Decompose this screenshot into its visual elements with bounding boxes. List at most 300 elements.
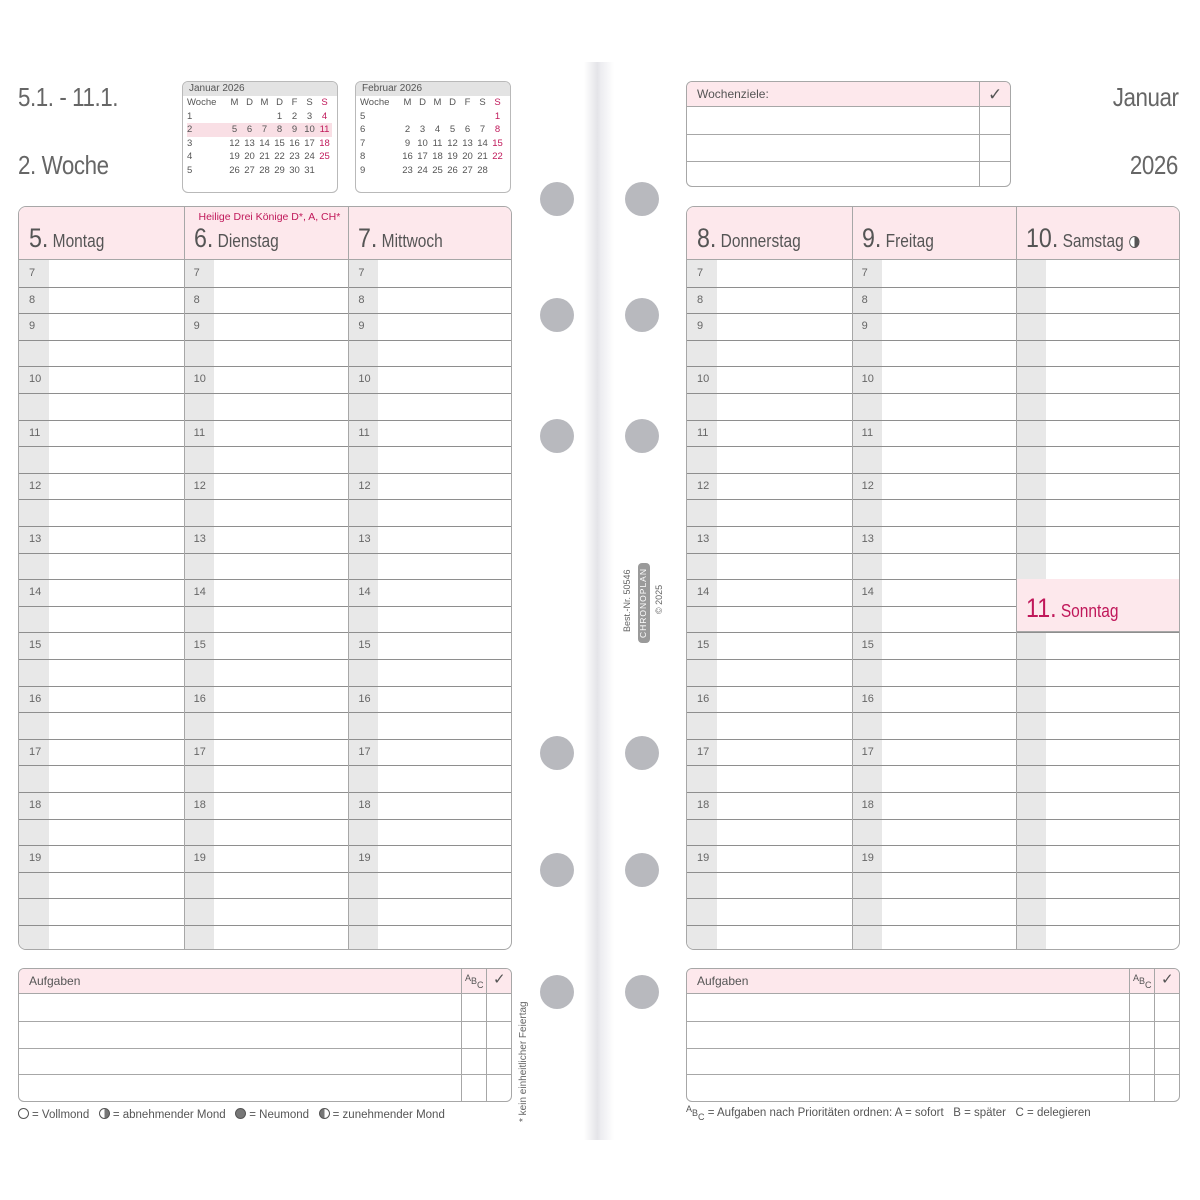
mini-calendar-cell[interactable]: 30 xyxy=(289,164,300,176)
time-slot-line[interactable] xyxy=(687,925,852,926)
time-slot-line[interactable] xyxy=(184,686,349,687)
mini-calendar-cell[interactable]: 3 xyxy=(419,124,426,136)
time-slot-line[interactable] xyxy=(19,526,184,527)
time-slot-line[interactable] xyxy=(852,287,1017,288)
mini-calendar-cell[interactable]: 16 xyxy=(289,137,300,149)
time-slot-line[interactable] xyxy=(184,819,349,820)
time-slot-line[interactable] xyxy=(19,659,184,660)
time-slot-line[interactable] xyxy=(687,579,852,580)
time-slot-line[interactable] xyxy=(852,393,1017,394)
time-slot-line[interactable] xyxy=(687,313,852,314)
hour-label: 16 xyxy=(358,692,371,705)
mini-calendar-cell[interactable]: 8 xyxy=(272,123,287,137)
time-slot-line[interactable] xyxy=(348,659,512,660)
time-slot-line[interactable] xyxy=(19,765,184,766)
goal-line[interactable] xyxy=(687,134,1010,135)
time-slot-line[interactable] xyxy=(1016,499,1180,500)
mini-calendar-cell[interactable]: 4 xyxy=(187,151,193,163)
binder-hole xyxy=(540,736,574,770)
mini-calendar-cell[interactable]: 14 xyxy=(477,137,488,149)
day-header xyxy=(184,207,349,260)
time-slot-line[interactable] xyxy=(348,366,512,367)
day-number: 6. xyxy=(193,223,214,253)
time-slot-line[interactable] xyxy=(1016,393,1180,394)
hour-label: 10 xyxy=(697,373,710,386)
mini-calendar-cell[interactable]: 12 xyxy=(229,137,240,149)
time-slot-line[interactable] xyxy=(19,872,184,873)
mini-calendar-cell[interactable]: 1 xyxy=(187,110,193,122)
time-slot-line[interactable] xyxy=(184,446,349,447)
time-slot-line[interactable] xyxy=(19,499,184,500)
mini-calendar-cell[interactable]: 2 xyxy=(404,124,411,136)
tasks-box-right xyxy=(686,968,1180,1102)
time-slot-line[interactable] xyxy=(852,872,1017,873)
time-slot-line[interactable] xyxy=(852,819,1017,820)
mini-calendar-cell[interactable]: 22 xyxy=(492,151,503,163)
time-slot-line[interactable] xyxy=(1016,872,1180,873)
day-column-freitag xyxy=(852,207,1017,949)
day-column-samstag xyxy=(1016,207,1180,949)
time-slot-line[interactable] xyxy=(184,632,349,633)
time-slot-line[interactable] xyxy=(19,313,184,314)
time-slot-line[interactable] xyxy=(348,553,512,554)
time-slot-line[interactable] xyxy=(1016,686,1180,687)
mini-calendar-cell[interactable]: 5 xyxy=(227,123,242,137)
hour-label: 12 xyxy=(29,479,42,492)
mini-calendar-cell[interactable]: 15 xyxy=(274,137,285,149)
time-slot-line[interactable] xyxy=(852,632,1017,633)
hour-label: 8 xyxy=(193,293,200,306)
mini-calendar-cell[interactable]: 11 xyxy=(432,137,443,149)
mini-calendar-cell[interactable] xyxy=(227,110,242,124)
time-slot-line[interactable] xyxy=(348,712,512,713)
mini-calendar-cell[interactable]: 26 xyxy=(229,164,240,176)
time-slot-line[interactable] xyxy=(852,898,1017,899)
mini-calendar-cell[interactable]: 26 xyxy=(447,164,458,176)
time-slot-line[interactable] xyxy=(687,765,852,766)
mini-calendar-cell[interactable]: 23 xyxy=(289,151,300,163)
time-slot-line[interactable] xyxy=(1016,553,1180,554)
mini-calendar-cell[interactable]: 3 xyxy=(306,110,313,122)
time-slot-line[interactable] xyxy=(1016,340,1180,341)
day-number: 11. xyxy=(1026,593,1057,624)
mini-calendar-cell[interactable]: 8 xyxy=(360,151,366,163)
mini-calendar-week-row xyxy=(187,150,332,164)
time-slot-line[interactable] xyxy=(1016,526,1180,527)
time-slot-line[interactable] xyxy=(852,925,1017,926)
time-slot-line[interactable] xyxy=(852,499,1017,500)
hour-label: 7 xyxy=(358,267,365,279)
time-slot-line[interactable] xyxy=(184,792,349,793)
time-slot-line[interactable] xyxy=(852,340,1017,341)
day-title xyxy=(862,223,934,254)
mini-calendar-cell[interactable] xyxy=(415,110,430,124)
day-panel-right xyxy=(686,206,1180,950)
mini-calendar-cell[interactable]: 19 xyxy=(229,151,240,163)
time-slot-line[interactable] xyxy=(19,473,184,474)
mini-calendar-head-cell: M xyxy=(433,97,442,108)
mini-calendar-title: Januar 2026 xyxy=(183,82,337,96)
mini-calendar-cell[interactable]: 13 xyxy=(462,137,473,149)
mini-calendar-cell[interactable]: 16 xyxy=(402,151,413,163)
mini-calendar-cell[interactable]: 9 xyxy=(404,137,411,149)
mini-calendar-week-row xyxy=(360,110,505,124)
mini-calendar-cell[interactable]: 11 xyxy=(317,123,332,137)
binder-hole xyxy=(625,736,659,770)
day-column-dienstag xyxy=(184,207,349,949)
mini-calendar-cell[interactable]: 7 xyxy=(479,124,486,136)
priority-a: A xyxy=(465,973,472,983)
mini-calendar-head-cell: D xyxy=(449,97,456,108)
mini-calendar-cell[interactable]: 27 xyxy=(462,164,473,176)
time-slot-line[interactable] xyxy=(852,313,1017,314)
mini-calendar-cell[interactable] xyxy=(460,110,475,124)
time-slot-line[interactable] xyxy=(687,632,852,633)
mini-calendar-cell[interactable]: 25 xyxy=(319,151,330,163)
time-slot-line[interactable] xyxy=(348,606,512,607)
time-slot-line[interactable] xyxy=(1016,819,1180,820)
mini-calendar-cell[interactable]: 1 xyxy=(276,110,283,122)
time-slot-line[interactable] xyxy=(1016,712,1180,713)
mini-calendar-cell[interactable]: 14 xyxy=(259,137,270,149)
time-slot-line[interactable] xyxy=(687,287,852,288)
day-panel-left xyxy=(18,206,512,950)
time-slot-line[interactable] xyxy=(687,446,852,447)
time-slot-line[interactable] xyxy=(184,420,349,421)
hour-label: 12 xyxy=(193,479,206,492)
holiday-label: Heilige Drei Könige D*, A, CH* xyxy=(198,211,341,223)
time-slot-line[interactable] xyxy=(348,925,512,926)
time-slot-line[interactable] xyxy=(687,898,852,899)
weekly-goals-box xyxy=(686,81,1011,187)
mini-calendar-cell[interactable]: 8 xyxy=(494,124,501,136)
time-slot-line[interactable] xyxy=(348,845,512,846)
time-slot-line[interactable] xyxy=(19,925,184,926)
time-slot-line[interactable] xyxy=(348,526,512,527)
time-slot-line[interactable] xyxy=(348,765,512,766)
time-slot-line[interactable] xyxy=(348,287,512,288)
hour-label: 14 xyxy=(358,586,371,599)
hour-label: 11 xyxy=(358,426,370,439)
time-slot-line[interactable] xyxy=(348,898,512,899)
time-slot-line[interactable] xyxy=(184,872,349,873)
time-slot-line[interactable] xyxy=(19,739,184,740)
mini-calendar-cell[interactable]: 29 xyxy=(274,164,285,176)
task-line[interactable] xyxy=(19,1048,511,1049)
mini-calendar-head-row xyxy=(187,96,332,110)
time-slot-line[interactable] xyxy=(1016,898,1180,899)
hour-label: 15 xyxy=(193,639,206,652)
mini-calendar-head-cell: M xyxy=(403,97,412,108)
time-slot-line[interactable] xyxy=(184,553,349,554)
time-slot-line[interactable] xyxy=(1016,925,1180,926)
time-slot-line[interactable] xyxy=(1016,659,1180,660)
time-slot-line[interactable] xyxy=(687,872,852,873)
mini-calendar-cell[interactable]: 18 xyxy=(319,137,330,149)
time-slot-line[interactable] xyxy=(687,712,852,713)
mini-calendar-cell[interactable] xyxy=(400,110,415,124)
time-slot-line[interactable] xyxy=(1016,420,1180,421)
mini-calendar-cell[interactable]: 13 xyxy=(244,137,255,149)
mini-calendar-cell[interactable] xyxy=(257,110,272,124)
mini-calendar-cell[interactable]: 28 xyxy=(477,164,488,176)
tasks-check-divider xyxy=(1154,969,1155,1101)
time-slot-line[interactable] xyxy=(19,712,184,713)
time-slot-line[interactable] xyxy=(687,553,852,554)
time-slot-line[interactable] xyxy=(852,712,1017,713)
time-slot-line[interactable] xyxy=(1016,473,1180,474)
mini-calendar-cell[interactable]: 1 xyxy=(494,110,501,122)
mini-calendar-cell[interactable]: 4 xyxy=(434,124,441,136)
week-range: 5.1. - 11.1. xyxy=(18,82,119,112)
day-title xyxy=(29,223,104,254)
page-spine xyxy=(584,62,614,1140)
time-slot-line[interactable] xyxy=(184,366,349,367)
time-slot-line[interactable] xyxy=(184,499,349,500)
time-slot-line[interactable] xyxy=(348,632,512,633)
time-slot-line[interactable] xyxy=(1016,366,1180,367)
time-slot-line[interactable] xyxy=(184,526,349,527)
time-slot-line[interactable] xyxy=(348,819,512,820)
mini-calendar-cell[interactable]: 6 xyxy=(464,124,471,136)
mini-calendar-cell[interactable] xyxy=(445,110,460,124)
time-slot-line[interactable] xyxy=(184,340,349,341)
goal-line[interactable] xyxy=(687,161,1010,162)
time-slot-line[interactable] xyxy=(184,659,349,660)
time-slot-line[interactable] xyxy=(852,420,1017,421)
time-slot-line[interactable] xyxy=(348,473,512,474)
mini-calendar-cell[interactable]: 21 xyxy=(477,151,488,163)
time-slot-line[interactable] xyxy=(19,420,184,421)
mini-calendar-head-cell: S xyxy=(321,97,328,108)
time-slot-line[interactable] xyxy=(184,765,349,766)
time-slot-line[interactable] xyxy=(348,579,512,580)
mini-calendar-head-cell: Woche xyxy=(360,97,390,108)
task-line[interactable] xyxy=(687,1048,1179,1049)
time-slot-line[interactable] xyxy=(19,686,184,687)
time-slot-line[interactable] xyxy=(184,712,349,713)
day-number: 7. xyxy=(358,223,378,253)
time-slot-line[interactable] xyxy=(852,366,1017,367)
binder-hole xyxy=(540,853,574,887)
mini-calendar-cell[interactable]: 21 xyxy=(259,151,270,163)
time-slot-line[interactable] xyxy=(348,420,512,421)
mini-calendar-cell[interactable]: 6 xyxy=(242,123,257,137)
time-slot-line[interactable] xyxy=(687,473,852,474)
task-line[interactable] xyxy=(687,1021,1179,1022)
legend-new-moon: = Neumond xyxy=(249,1109,310,1121)
weekly-goals-label: Wochenziele: xyxy=(697,87,769,101)
mini-calendar-cell[interactable]: 7 xyxy=(257,123,272,137)
time-slot-line[interactable] xyxy=(19,553,184,554)
time-slot-line[interactable] xyxy=(1016,446,1180,447)
mini-calendar-cell[interactable]: 10 xyxy=(302,123,317,137)
mini-calendar-cell[interactable]: 23 xyxy=(402,164,413,176)
tasks-check-divider xyxy=(486,969,487,1101)
time-slot-line[interactable] xyxy=(1016,287,1180,288)
time-slot-line[interactable] xyxy=(687,499,852,500)
time-slot-line[interactable] xyxy=(852,606,1017,607)
time-slot-line[interactable] xyxy=(852,446,1017,447)
time-slot-line[interactable] xyxy=(184,845,349,846)
mini-calendar-cell[interactable]: 6 xyxy=(360,124,366,136)
hour-label: 15 xyxy=(697,639,710,652)
mini-calendar-cell[interactable]: 17 xyxy=(304,137,315,149)
time-slot-line[interactable] xyxy=(184,473,349,474)
hour-label: 7 xyxy=(29,267,36,279)
mini-calendar-cell[interactable]: 15 xyxy=(492,137,503,149)
time-slot-line[interactable] xyxy=(687,420,852,421)
mini-calendar-cell[interactable]: 22 xyxy=(274,151,285,163)
mini-calendar-cell[interactable]: 5 xyxy=(449,124,456,136)
binder-hole xyxy=(625,975,659,1009)
time-slot-line[interactable] xyxy=(19,819,184,820)
mini-calendar-cell[interactable]: 18 xyxy=(432,151,443,163)
time-slot-line[interactable] xyxy=(19,393,184,394)
mini-calendar-week-row xyxy=(360,137,505,151)
hour-label: 10 xyxy=(193,373,206,386)
time-slot-line[interactable] xyxy=(184,739,349,740)
time-slot-line[interactable] xyxy=(184,393,349,394)
priority-legend-text: = Aufgaben nach Prioritäten ordnen: A = sofort B = später C = delegieren xyxy=(707,1107,1091,1119)
time-slot-line[interactable] xyxy=(19,287,184,288)
time-slot-line[interactable] xyxy=(184,606,349,607)
hour-label: 16 xyxy=(861,692,874,705)
time-slot-line[interactable] xyxy=(687,659,852,660)
time-slot-line[interactable] xyxy=(687,792,852,793)
mini-calendar-cell[interactable] xyxy=(242,110,257,124)
time-slot-line[interactable] xyxy=(184,313,349,314)
time-slot-line[interactable] xyxy=(687,526,852,527)
time-slot-line[interactable] xyxy=(348,792,512,793)
time-slot-line[interactable] xyxy=(687,340,852,341)
mini-calendar-head-cell: D xyxy=(276,97,283,108)
time-slot-line[interactable] xyxy=(852,659,1017,660)
time-slot-line[interactable] xyxy=(1016,739,1180,740)
priority-c: C xyxy=(477,980,484,990)
mini-calendar-cell[interactable]: 7 xyxy=(360,137,366,149)
time-slot-line[interactable] xyxy=(1016,845,1180,846)
mini-calendar-cell[interactable]: 5 xyxy=(187,164,193,176)
mini-calendar-cell[interactable]: 2 xyxy=(187,123,227,137)
time-slot-line[interactable] xyxy=(348,739,512,740)
mini-calendar-cell[interactable] xyxy=(490,164,505,178)
task-line[interactable] xyxy=(19,1074,511,1075)
time-slot-line[interactable] xyxy=(348,686,512,687)
mini-calendar-cell[interactable]: 31 xyxy=(304,164,315,176)
task-line[interactable] xyxy=(19,1021,511,1022)
time-slot-line[interactable] xyxy=(19,366,184,367)
time-slot-line[interactable] xyxy=(852,473,1017,474)
mini-calendar-cell[interactable]: 25 xyxy=(432,164,443,176)
hour-label: 8 xyxy=(697,293,704,306)
time-slot-line[interactable] xyxy=(852,686,1017,687)
mini-calendar-cell[interactable] xyxy=(317,164,332,178)
time-slot-line[interactable] xyxy=(184,898,349,899)
mini-calendar-cell[interactable]: 12 xyxy=(447,137,458,149)
priority-abc-icon xyxy=(1133,973,1152,990)
time-slot-line[interactable] xyxy=(19,579,184,580)
time-slot-line[interactable] xyxy=(852,526,1017,527)
hour-label: 11 xyxy=(193,426,206,439)
check-icon: ✓ xyxy=(988,85,1003,104)
time-slot-line[interactable] xyxy=(687,845,852,846)
time-slot-line[interactable] xyxy=(687,366,852,367)
mini-calendar-head-cell: D xyxy=(419,97,426,108)
time-slot-line[interactable] xyxy=(852,845,1017,846)
mini-calendar-cell[interactable]: 4 xyxy=(321,110,328,122)
day-header xyxy=(1016,207,1180,260)
mini-calendar-cell[interactable] xyxy=(475,110,490,124)
mini-calendar-cell[interactable]: 5 xyxy=(360,110,366,122)
mini-calendar-cell[interactable]: 19 xyxy=(447,151,458,163)
time-slot-line[interactable] xyxy=(19,340,184,341)
mini-calendar-cell[interactable]: 28 xyxy=(259,164,270,176)
time-slot-line[interactable] xyxy=(19,446,184,447)
hour-label: 15 xyxy=(861,639,874,652)
time-slot-line[interactable] xyxy=(852,553,1017,554)
mini-calendar-cell[interactable]: 9 xyxy=(360,164,366,176)
time-slot-line[interactable] xyxy=(184,287,349,288)
time-slot-line[interactable] xyxy=(687,606,852,607)
time-slot-line[interactable] xyxy=(687,819,852,820)
mini-calendar-cell[interactable]: 24 xyxy=(417,164,428,176)
time-slot-line[interactable] xyxy=(348,393,512,394)
time-slot-line[interactable] xyxy=(852,792,1017,793)
time-slot-line[interactable] xyxy=(348,340,512,341)
time-slot-line[interactable] xyxy=(184,925,349,926)
time-slot-line[interactable] xyxy=(19,845,184,846)
time-slot-line[interactable] xyxy=(348,499,512,500)
time-slot-line[interactable] xyxy=(687,686,852,687)
mini-calendar-cell[interactable]: 27 xyxy=(244,164,255,176)
mini-calendar-cell[interactable]: 20 xyxy=(244,151,255,163)
hour-label: 8 xyxy=(861,293,868,306)
task-line[interactable] xyxy=(687,1074,1179,1075)
time-slot-line[interactable] xyxy=(1016,313,1180,314)
hour-label: 13 xyxy=(193,533,206,545)
mini-calendar-head-cell: F xyxy=(464,97,471,108)
time-slot-line[interactable] xyxy=(852,765,1017,766)
mini-calendar-cell[interactable]: 3 xyxy=(187,137,193,149)
time-slot-line[interactable] xyxy=(687,739,852,740)
time-slot-line[interactable] xyxy=(184,579,349,580)
mini-calendar-cell[interactable]: 10 xyxy=(417,137,428,149)
time-slot-line[interactable] xyxy=(1016,765,1180,766)
time-slot-line[interactable] xyxy=(852,739,1017,740)
time-slot-line[interactable] xyxy=(19,606,184,607)
mini-calendar-cell[interactable]: 24 xyxy=(304,151,315,163)
day-number: 9. xyxy=(861,223,882,253)
time-slot-line[interactable] xyxy=(348,872,512,873)
time-slot-line[interactable] xyxy=(19,632,184,633)
time-slot-line[interactable] xyxy=(19,898,184,899)
mini-calendar-cell[interactable] xyxy=(430,110,445,124)
mini-calendar-cell[interactable]: 17 xyxy=(417,151,428,163)
time-slot-line[interactable] xyxy=(19,792,184,793)
time-slot-line[interactable] xyxy=(1016,792,1180,793)
mini-calendar-cell[interactable]: 9 xyxy=(287,123,302,137)
mini-calendar-cell[interactable]: 2 xyxy=(291,110,298,122)
time-slot-line[interactable] xyxy=(852,579,1017,580)
mini-calendar-cell[interactable]: 20 xyxy=(462,151,473,163)
time-slot-line[interactable] xyxy=(1016,632,1180,633)
day-name: Freitag xyxy=(881,231,934,251)
time-slot-line[interactable] xyxy=(348,313,512,314)
time-slot-line[interactable] xyxy=(687,393,852,394)
day-title xyxy=(697,223,801,254)
time-slot-line[interactable] xyxy=(348,446,512,447)
